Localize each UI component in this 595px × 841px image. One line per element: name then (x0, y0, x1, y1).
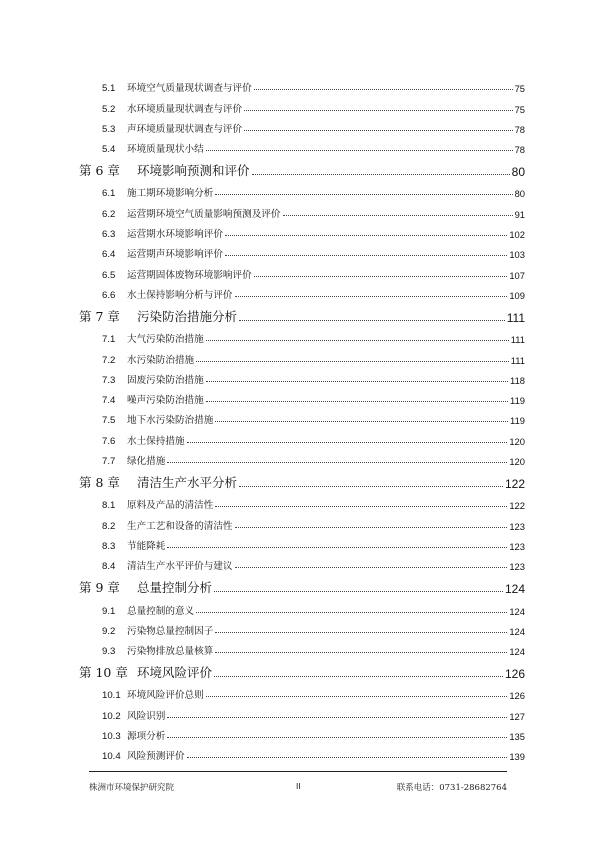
toc-section-entry[interactable] (79, 637, 525, 657)
toc-chapter-entry[interactable] (79, 467, 525, 491)
toc-entry-number: 7.2 (102, 354, 116, 366)
toc-section-entry[interactable] (79, 447, 525, 467)
dot-leader (196, 611, 507, 613)
toc-entry-page: 118 (510, 374, 525, 386)
toc-entry-page: 91 (514, 208, 525, 220)
toc-entry-title: 运营期固体废物环境影响评价 (127, 269, 252, 281)
dot-leader (235, 526, 508, 528)
toc-section-entry[interactable] (79, 74, 525, 94)
toc-section-entry[interactable] (79, 511, 525, 531)
toc-section-entry[interactable] (79, 681, 525, 701)
toc-entry-page: 78 (514, 144, 525, 156)
toc-entry-number: 7.7 (102, 456, 116, 468)
footer-organization: 株洲市环境保护研究院 (89, 783, 175, 793)
toc-entry-number: 第 8 章 (79, 475, 120, 491)
page-footer (89, 771, 507, 793)
toc-entry-number: 6.3 (102, 229, 116, 241)
dot-leader (235, 566, 508, 568)
table-of-contents (79, 74, 525, 762)
toc-entry-title: 运营期水环境影响评价 (127, 229, 223, 241)
toc-entry-title: 风险预测评价 (127, 751, 185, 763)
toc-entry-page: 123 (509, 561, 525, 573)
dot-leader (244, 109, 512, 111)
toc-entry-title: 总量控制的意义 (127, 605, 195, 617)
dot-leader (206, 695, 508, 697)
toc-entry-number: 8.4 (102, 561, 116, 573)
toc-entry-title: 风险识别 (127, 710, 166, 722)
dot-leader (235, 295, 508, 297)
dot-leader (206, 380, 508, 382)
dot-leader (225, 254, 507, 256)
dot-leader (254, 275, 508, 277)
toc-entry-number: 7.5 (102, 415, 116, 427)
toc-section-entry[interactable] (79, 220, 525, 240)
toc-entry-page: 124 (504, 582, 525, 597)
dot-leader (206, 400, 508, 402)
toc-entry-number: 7.4 (102, 395, 116, 407)
dot-leader (215, 651, 507, 653)
toc-entry-page: 119 (510, 395, 525, 407)
toc-chapter-entry[interactable] (79, 657, 525, 681)
dot-leader (244, 129, 512, 131)
toc-section-entry[interactable] (79, 199, 525, 219)
toc-section-entry[interactable] (79, 386, 525, 406)
toc-entry-title: 清洁生产水平评价与建议 (127, 561, 233, 573)
dot-leader (215, 631, 507, 633)
toc-entry-title: 污染防治措施分析 (137, 308, 238, 324)
toc-entry-number: 第 6 章 (79, 163, 120, 179)
toc-section-entry[interactable] (79, 115, 525, 135)
toc-section-entry[interactable] (79, 135, 525, 155)
dot-leader (206, 339, 509, 341)
dot-leader (283, 214, 513, 216)
toc-entry-number: 5.4 (102, 144, 116, 156)
dot-leader (239, 319, 505, 321)
toc-section-entry[interactable] (79, 240, 525, 260)
toc-entry-page: 124 (509, 646, 525, 658)
toc-entry-number: 6.4 (102, 249, 116, 261)
toc-section-entry[interactable] (79, 281, 525, 301)
toc-entry-title: 声环境质量现状调查与评价 (127, 123, 243, 135)
dot-leader (252, 173, 510, 175)
toc-entry-title: 水环境质量现状调查与评价 (127, 103, 243, 115)
toc-entry-title: 水土保持影响分析与评价 (127, 289, 233, 301)
toc-chapter-entry[interactable] (79, 155, 525, 179)
toc-entry-page: 102 (509, 229, 525, 241)
dot-leader (214, 590, 503, 592)
dot-leader (196, 360, 509, 362)
dot-leader (167, 716, 507, 718)
toc-entry-number: 10.2 (102, 710, 121, 722)
toc-entry-page: 80 (514, 188, 525, 200)
toc-entry-page: 111 (506, 310, 525, 325)
toc-entry-title: 运营期环境空气质量影响预测及评价 (127, 208, 281, 220)
toc-section-entry[interactable] (79, 701, 525, 721)
toc-entry-number: 8.2 (102, 520, 116, 532)
toc-entry-title: 原料及产品的清洁性 (127, 500, 214, 512)
toc-entry-page: 78 (514, 123, 525, 135)
toc-section-entry[interactable] (79, 179, 525, 199)
toc-entry-title: 运营期声环境影响评价 (127, 249, 223, 261)
toc-entry-title: 噪声污染防治措施 (127, 395, 204, 407)
toc-section-entry[interactable] (79, 491, 525, 511)
toc-entry-page: 119 (510, 415, 525, 427)
toc-section-entry[interactable] (79, 94, 525, 114)
footer-contact: 联系电话：0731-28682764 (396, 783, 507, 793)
footer-page-number: II (296, 781, 301, 791)
toc-entry-title: 大气污染防治措施 (127, 334, 204, 346)
toc-entry-number: 6.6 (102, 289, 116, 301)
toc-section-entry[interactable] (79, 722, 525, 742)
dot-leader (215, 505, 507, 507)
toc-entry-page: 139 (509, 751, 525, 763)
toc-entry-page: 111 (510, 354, 525, 366)
toc-entry-page: 120 (509, 435, 525, 447)
dot-leader (187, 441, 508, 443)
toc-entry-title: 绿化措施 (127, 456, 166, 468)
toc-entry-page: 122 (504, 477, 525, 492)
toc-section-entry[interactable] (79, 742, 525, 762)
toc-entry-number: 5.1 (102, 83, 116, 95)
toc-section-entry[interactable] (79, 617, 525, 637)
toc-entry-number: 6.1 (102, 188, 116, 200)
toc-section-entry[interactable] (79, 406, 525, 426)
toc-entry-title: 水土保持措施 (127, 435, 185, 447)
toc-section-entry[interactable] (79, 552, 525, 572)
toc-entry-title: 环境空气质量现状调查与评价 (127, 83, 252, 95)
toc-entry-number: 第 9 章 (79, 580, 120, 596)
toc-entry-page: 124 (509, 625, 525, 637)
toc-entry-title: 污染物排放总量核算 (127, 646, 214, 658)
toc-entry-page: 127 (509, 710, 525, 722)
toc-chapter-entry[interactable] (79, 572, 525, 596)
toc-entry-page: 135 (509, 731, 525, 743)
dot-leader (167, 736, 507, 738)
toc-chapter-entry[interactable] (79, 301, 525, 325)
toc-entry-number: 6.2 (102, 208, 116, 220)
toc-entry-page: 103 (509, 249, 525, 261)
toc-entry-number: 5.3 (102, 123, 116, 135)
toc-entry-title: 固废污染防治措施 (127, 374, 204, 386)
toc-entry-page: 126 (504, 667, 525, 682)
toc-entry-title: 地下水污染防治措施 (127, 415, 214, 427)
toc-entry-number: 7.3 (102, 374, 116, 386)
dot-leader (187, 756, 508, 758)
toc-entry-number: 9.3 (102, 646, 116, 658)
toc-entry-title: 污染物总量控制因子 (127, 625, 214, 637)
toc-entry-number: 5.2 (102, 103, 116, 115)
dot-leader (225, 234, 507, 236)
toc-entry-page: 75 (514, 83, 525, 95)
toc-entry-title: 清洁生产水平分析 (137, 475, 238, 491)
dot-leader (239, 485, 503, 487)
toc-entry-number: 8.3 (102, 540, 116, 552)
toc-entry-page: 124 (509, 605, 525, 617)
toc-section-entry[interactable] (79, 426, 525, 446)
toc-entry-page: 111 (510, 334, 525, 346)
toc-entry-number: 10.1 (102, 690, 121, 702)
toc-entry-title: 环境质量现状小结 (127, 144, 204, 156)
toc-entry-page: 80 (511, 165, 525, 180)
dot-leader (254, 88, 513, 90)
toc-section-entry[interactable] (79, 260, 525, 280)
dot-leader (215, 193, 512, 195)
dot-leader (167, 461, 507, 463)
toc-section-entry[interactable] (79, 345, 525, 365)
toc-entry-page: 75 (514, 103, 525, 115)
dot-leader (214, 675, 503, 677)
toc-entry-number: 第 7 章 (79, 308, 120, 324)
toc-entry-page: 122 (509, 500, 525, 512)
toc-entry-page: 120 (509, 456, 525, 468)
toc-entry-title: 环境影响预测和评价 (137, 163, 250, 179)
toc-entry-title: 环境风险评价 (137, 665, 213, 681)
toc-entry-title: 源项分析 (127, 731, 166, 743)
toc-entry-title: 环境风险评价总则 (127, 690, 204, 702)
toc-entry-number: 10.3 (102, 731, 121, 743)
toc-entry-number: 10.4 (102, 751, 121, 763)
toc-section-entry[interactable] (79, 596, 525, 616)
dot-leader (215, 420, 508, 422)
toc-section-entry[interactable] (79, 532, 525, 552)
dot-leader (167, 546, 507, 548)
toc-entry-page: 126 (509, 690, 525, 702)
toc-entry-number: 7.6 (102, 435, 116, 447)
toc-entry-title: 节能降耗 (127, 540, 166, 552)
toc-entry-page: 123 (509, 520, 525, 532)
toc-section-entry[interactable] (79, 325, 525, 345)
toc-entry-number: 第 10 章 (79, 665, 128, 681)
toc-entry-title: 总量控制分析 (137, 580, 213, 596)
toc-section-entry[interactable] (79, 366, 525, 386)
toc-entry-title: 水污染防治措施 (127, 354, 195, 366)
toc-entry-page: 109 (509, 289, 525, 301)
toc-entry-title: 生产工艺和设备的清洁性 (127, 520, 233, 532)
toc-entry-number: 9.2 (102, 625, 116, 637)
toc-entry-page: 123 (509, 540, 525, 552)
toc-entry-page: 107 (509, 269, 525, 281)
toc-entry-number: 6.5 (102, 269, 116, 281)
toc-entry-title: 施工期环境影响分析 (127, 188, 214, 200)
toc-entry-number: 9.1 (102, 605, 116, 617)
dot-leader (206, 149, 513, 151)
toc-entry-number: 8.1 (102, 500, 116, 512)
toc-entry-number: 7.1 (102, 334, 116, 346)
